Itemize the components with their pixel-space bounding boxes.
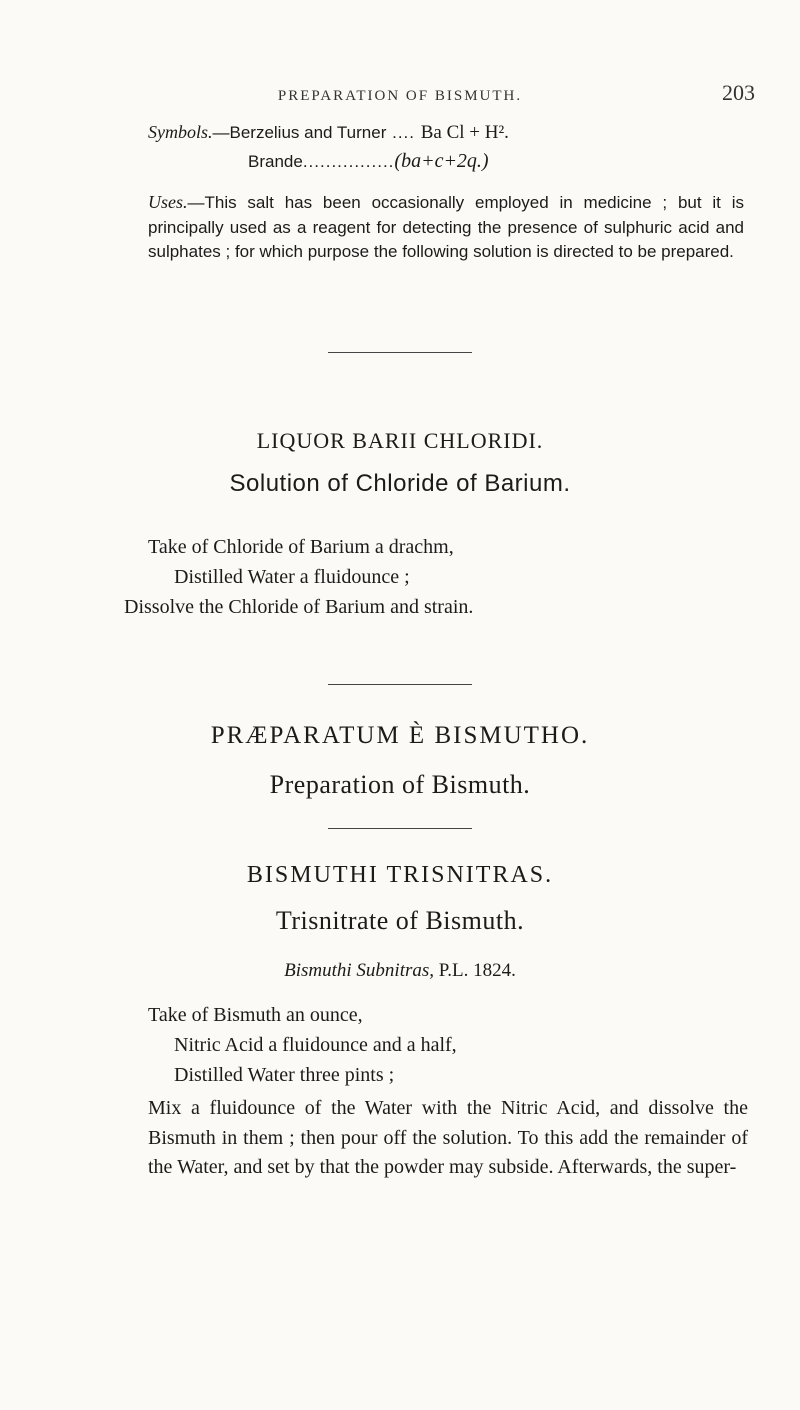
trisnitras-citation xyxy=(0,960,800,982)
symbols-dots-1: .... xyxy=(386,123,421,142)
divider-rule-3 xyxy=(328,828,472,829)
symbols-formula-2: (ba+c+2q.) xyxy=(394,150,489,172)
uses-text: —This salt has been occasionally employed in medicine ; but it is principally used as a reagent for detecting the presence of sulphuric acid and sulphates ; for which purpose the following solution is directed to be prepared. xyxy=(148,193,744,261)
liquor-line-3: Dissolve the Chloride of Barium and strain. xyxy=(124,596,474,618)
citation-rest: P.L. 1824. xyxy=(434,960,516,981)
trisnitras-line-3: Distilled Water three pints ; xyxy=(174,1064,395,1086)
liquor-line-1: Take of Chloride of Barium a drachm, xyxy=(148,536,454,558)
symbols-dots-2: ................ xyxy=(302,152,395,171)
uses-paragraph xyxy=(148,190,744,265)
uses-label: Uses. xyxy=(148,192,188,212)
liquor-line-2: Distilled Water a fluidounce ; xyxy=(174,566,410,588)
symbols-formula-1: Ba Cl + H². xyxy=(420,122,509,143)
symbols-authors: —Berzelius and Turner xyxy=(212,123,387,142)
trisnitras-line-2: Nitric Acid a fluidounce and a half, xyxy=(174,1034,457,1056)
symbols-line-1 xyxy=(148,122,748,144)
trisnitras-title: BISMUTHI TRISNITRAS. xyxy=(246,862,554,888)
page-number: 203 xyxy=(722,80,755,105)
liquor-title: LIQUOR BARII CHLORIDI. xyxy=(256,428,544,453)
symbols-author-2: Brande xyxy=(248,152,303,171)
symbols-line-2 xyxy=(248,150,800,173)
praeparatum-title: PRÆPARATUM È BISMUTHO. xyxy=(210,722,590,749)
divider-rule-1 xyxy=(328,352,472,353)
trisnitras-subtitle: Trisnitrate of Bismuth. xyxy=(275,906,525,935)
citation-italic: Bismuthi Subnitras, xyxy=(284,960,435,981)
trisnitras-line-1: Take of Bismuth an ounce, xyxy=(148,1004,363,1026)
symbols-label: Symbols. xyxy=(148,122,213,142)
running-head: PREPARATION OF BISMUTH. xyxy=(277,88,523,104)
liquor-subtitle: Solution of Chloride of Barium. xyxy=(229,470,571,497)
divider-rule-2 xyxy=(328,684,472,685)
trisnitras-paragraph: Mix a fluidounce of the Water with the Nitric Acid, and dissolve the Bismuth in them ; then pour off the solution. To this add the remainder of the Water, and set by that the powder may subside. Afterwards, the super- xyxy=(148,1097,748,1178)
praeparatum-subtitle: Preparation of Bismuth. xyxy=(269,770,531,799)
